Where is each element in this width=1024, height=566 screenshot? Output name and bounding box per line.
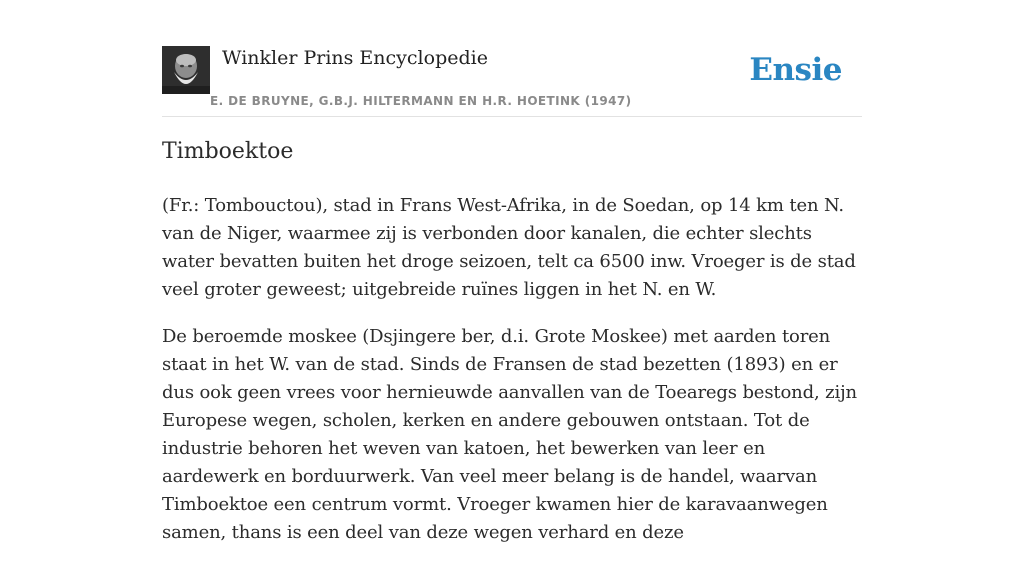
article-title: Timboektoe bbox=[162, 139, 294, 164]
book-header bbox=[162, 44, 862, 117]
book-authors: E. DE BRUYNE, G.B.J. HILTERMANN EN H.R. HOETINK (1947) bbox=[210, 94, 632, 108]
author-portrait-icon[interactable] bbox=[162, 46, 210, 94]
article-paragraph-1: (Fr.: Tombouctou), stad in Frans West-Afrika, in de Soedan, op 14 km ten N. van de Niger, waarmee zij is verbonden door kanalen, die echter slechts water bevatten buiten het droge seizoen, telt ca 6500 inw. Vroeger is de stad veel groter geweest; uitgebreide ruïnes liggen in het N. en W. bbox=[162, 195, 856, 300]
ensie-logo-link[interactable]: Ensie bbox=[749, 52, 842, 88]
article-paragraph-2: De beroemde moskee (Dsjingere ber, d.i. Grote Moskee) met aarden toren staat in het W. van de stad. Sinds de Fransen de stad bezetten (1893) en er dus ook geen vrees voor hernieuwde aanvallen van de Toearegs bestond, zijn Europese wegen, scholen, kerken en andere gebouwen ontstaan. Tot de industrie behoren het weven van katoen, het bewerken van leer en aardewerk en borduurwerk. Van veel meer belang is de handel, waarvan Timboektoe een centrum vormt. Vroeger kwamen hier de karavaanwegen samen, thans is een deel van deze wegen verhard en deze bbox=[162, 326, 857, 543]
article-body bbox=[162, 192, 864, 566]
book-title[interactable]: Winkler Prins Encyclopedie bbox=[222, 47, 488, 69]
